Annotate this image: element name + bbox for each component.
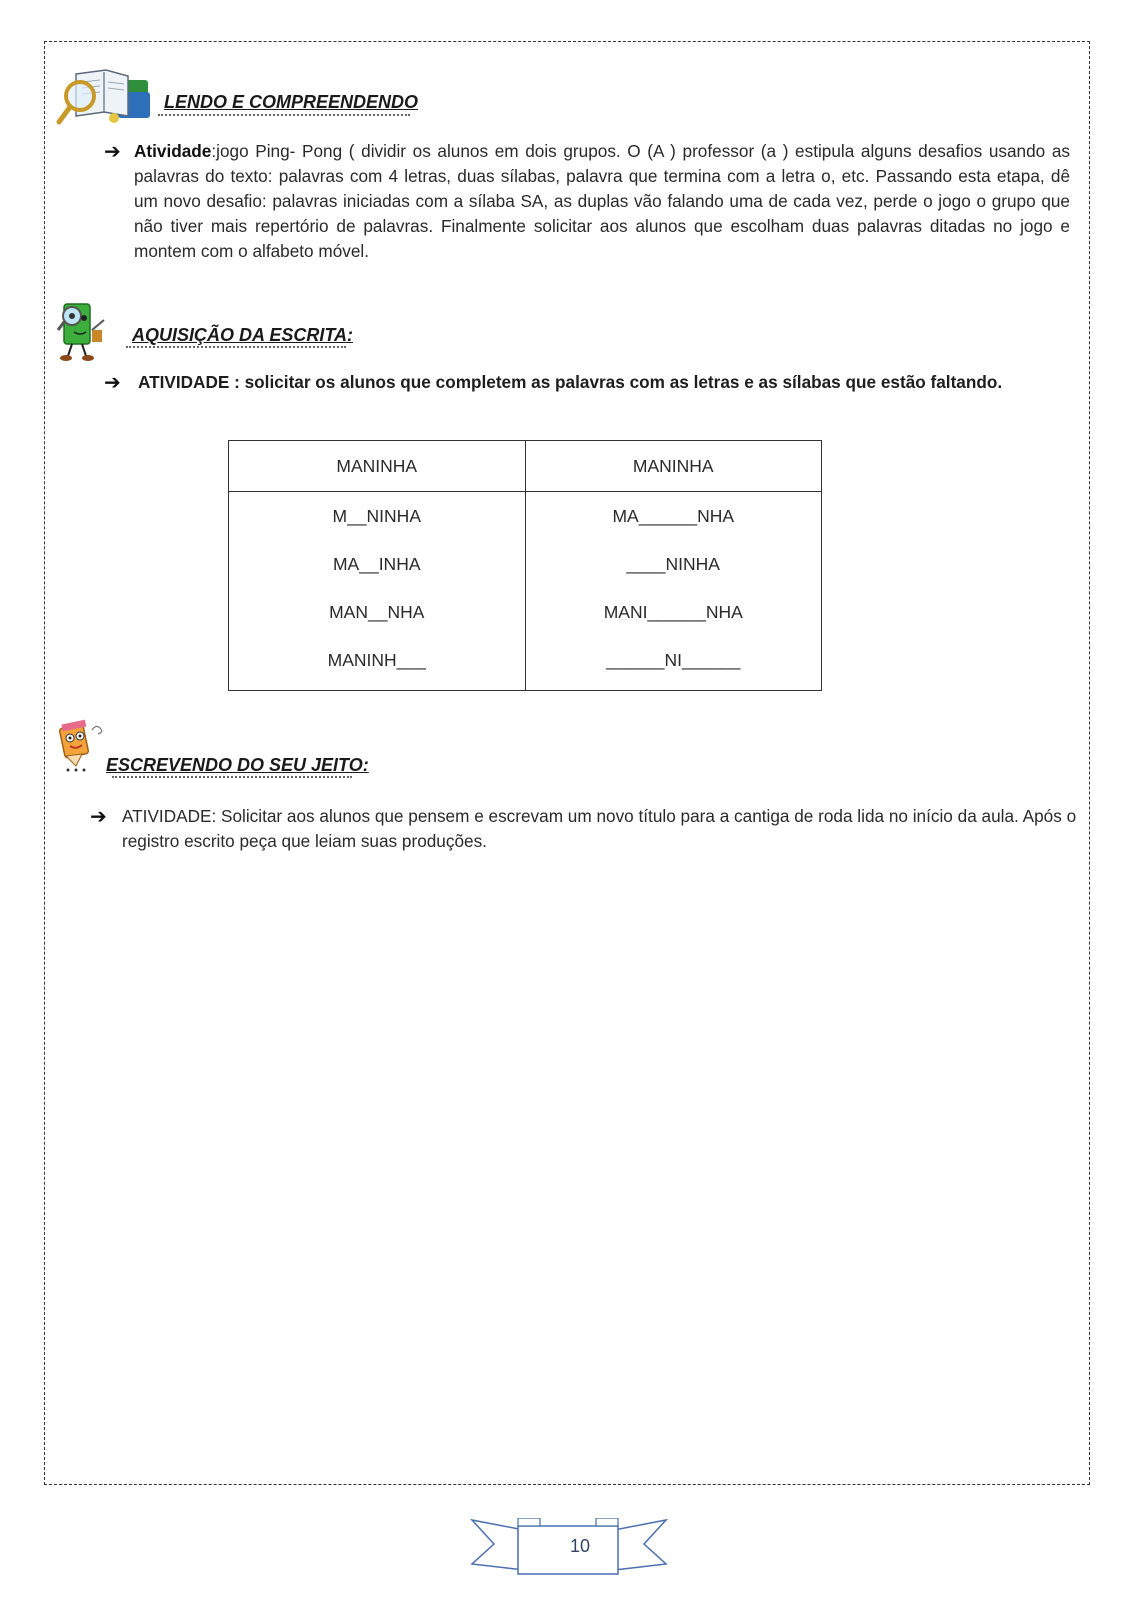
table-cell: ____NINHA [626,554,720,574]
arrow-icon: ➔ [90,806,107,828]
dotted-underline [158,114,410,116]
book-magnifier-icon [56,66,156,128]
page-number: 10 [569,1536,591,1556]
section-title-aquisicao: AQUISIÇÃO DA ESCRITA: [132,325,354,345]
table-row [229,492,822,691]
table-header-row [229,441,822,492]
table-cell: MA______NHA [612,506,735,526]
section-title-lendo: LENDO E COMPREENDENDO [164,92,419,112]
book-character-icon [54,294,110,366]
dotted-underline [126,346,346,348]
table-cell: M__NINHA [332,506,421,526]
table-column-2 [525,492,822,691]
table-cell: MANINH___ [327,650,426,670]
activity-description: :jogo Ping- Pong ( dividir os alunos em dois grupos. O (A ) professor (a ) estipula alguns desafios usando as palavras do texto: palavras com 4 letras, duas sílabas, palavra que termina com a letra o, etc. Passando esta etapa, dê um novo desafio: palavras iniciadas com a sílaba SA, as duplas vão falando uma de cada vez, perde o jogo o grupo que não tiver mais repertório de palavras. Finalmente solicitar aos alunos que escolham duas palavras ditadas no jogo e montem com o alfabeto móvel. [134,141,1070,261]
table-cell: MA__INHA [332,554,421,574]
pencil-character-icon [56,716,112,772]
arrow-icon: ➔ [104,372,121,394]
table-cell: MAN__NHA [329,602,425,622]
activity-text-escrevendo: ATIVIDADE: Solicitar aos alunos que pensem e escrevam um novo título para a cantiga de roda lida no início da aula. Após o registro escrito peça que leiam suas produções. [122,806,1077,851]
arrow-icon: ➔ [104,141,121,163]
table-header: MANINHA [229,441,526,492]
table-header: MANINHA [525,441,822,492]
section-title-escrevendo: ESCREVENDO DO SEU JEITO: [106,755,369,775]
table-column-1 [229,492,526,691]
word-completion-table [228,440,822,691]
dotted-underline [112,776,352,778]
activity-label: Atividade [134,141,212,161]
activity-text-lendo [134,139,1070,264]
table-cell: MANI______NHA [603,602,743,622]
table-cell: ______NI______ [606,650,741,670]
activity-text-aquisicao: ATIVIDADE : solicitar os alunos que completem as palavras com as letras e as sílabas que estão faltando. [138,372,1003,392]
